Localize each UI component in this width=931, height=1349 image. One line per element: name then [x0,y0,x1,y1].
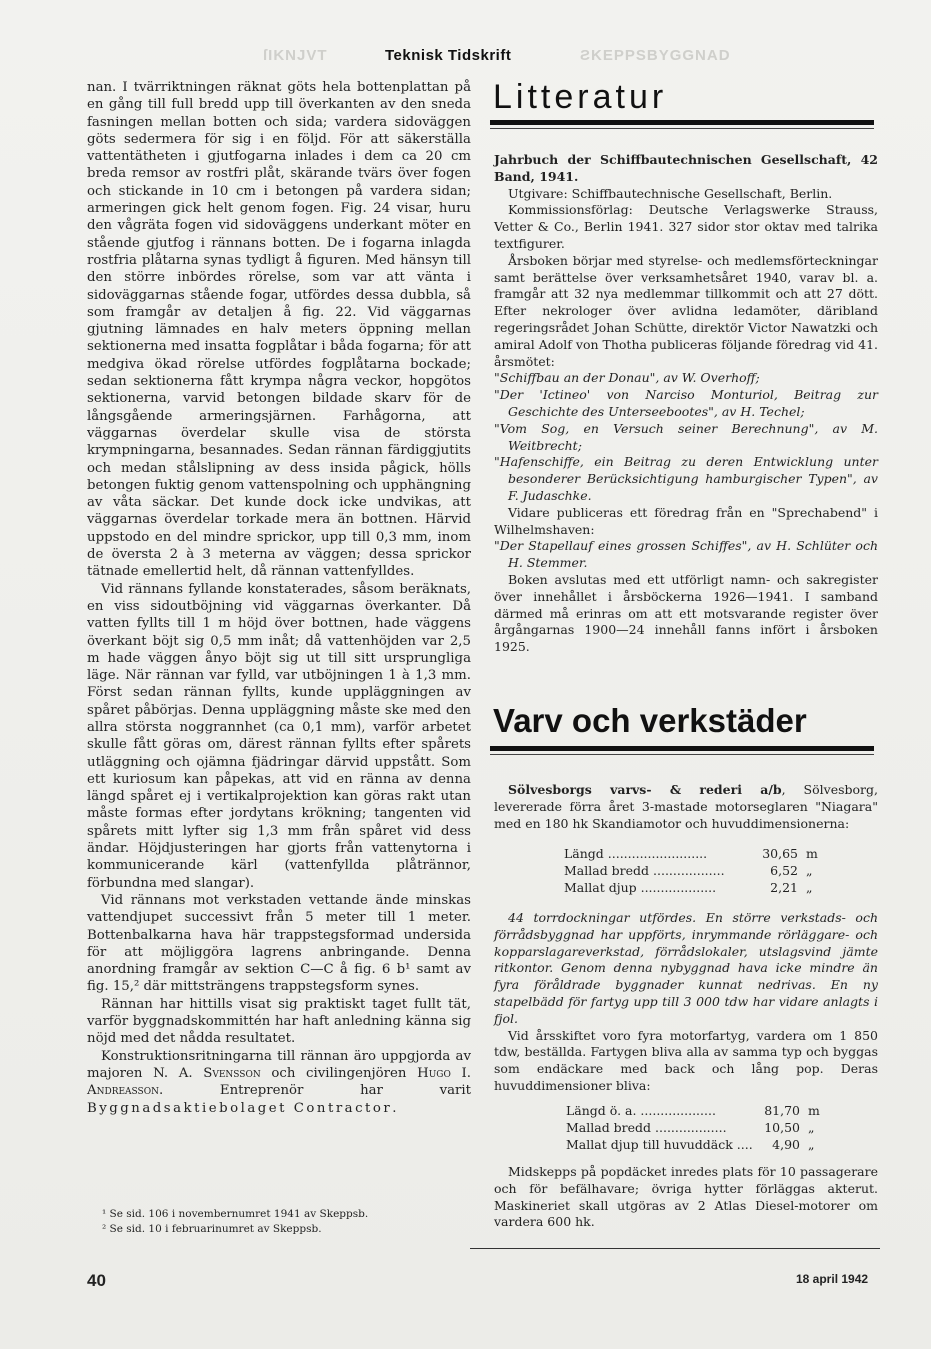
show-through-text: ƧKEPPSBYGGNAD [580,47,731,64]
publisher: Utgivare: Schiffbautechnische Gesellschaft, Berlin. [508,185,833,201]
dimensions-table [566,1103,832,1153]
paragraph: Vid rännans fyllande konstaterades, såsom beräknats, en viss sidoutböjning vid väggarnas överkanter. Då vatten fyllts till 1 m höjd över bottnen, hade väggens överkant böjt sig 0,5 mm inåt; då vattenhöjden var 2,5 m hade väggen ånyo böjt sig ut till sitt ursprungliga läge. När rännan var fylld, var utböjningen 1 à 1,3 mm. Först sedan rännan fyllts, kunde uppläggningen av spåret påbörjas. Denna uppläggning måste ske med den allra största noggrannhet (ca 0,1 mm), varför arbetet skulle fått göras om, därest rännan fyllts efter spårets utläggning och ojämna fjädringar därvid uppstått. Som ett kuriosum kan påpekas, att vid en ränna av denna längd spåret ej i vertikalprojektion kan göras rakt utan måste formas efter jordytans krökning; tangenten vid spårets mitt lyfter sig 1,3 mm från spåret vid dess ändar. Höjdjusteringen har gjorts från vattenytorna i kommunicerande kärl (vattenfyllda plåtrännor, förbundna med slangar). [87,581,471,891]
lecture-item: "Der Stapellauf eines grossen Schiffes", av H. Schlüter och H. Stemmer. [494,538,878,571]
page-number: 40 [87,1271,106,1290]
issue-date: 18 april 1942 [796,1272,869,1286]
section-rule [490,746,874,751]
company-name: Sölvesborgs varvs- & rederi a/b [508,782,782,797]
section-title-litteratur: Litteratur [493,78,668,116]
dimension-row: Mallad bredd .................. 6,52 „ [564,862,813,878]
lecture-item: "Schiffbau an der Donau", av W. Overhoff; [494,370,760,386]
paragraph: Vid årsskiftet voro fyra motorfartyg, vardera om 1 850 tdw, beställda. Fartygen bliva alla av samma typ och byggas som endäckare med back och lång pop. Deras huvuddimensioner bliva: [494,1027,878,1093]
book-review [494,152,878,656]
article-column-left [87,79,471,1117]
varv-entry-end [494,1164,878,1231]
dimension-row: Längd ......................... 30,65 m [564,846,818,861]
person-name: Hugo I. Andreasson [87,1065,471,1099]
dimension-row: Längd ö. a. ................... 81,70 m [566,1103,820,1118]
paragraph-credits: Konstruktionsritningarna till rännan äro uppgjorda av majoren N. A. Svensson och civilingenjören Hugo I. Andreasson. Entreprenör har varit Byggnadsaktiebolaget Contractor. [87,1048,471,1116]
varv-entry-cont [494,910,878,1095]
dimension-row: Mallad bredd .................. 10,50 „ [566,1119,815,1135]
company-name: Byggnadsaktiebolaget Contractor [87,1100,393,1116]
footnotes [102,1207,482,1237]
paragraph: Boken avslutas med ett utförligt namn- och sakregister över innehållet i årsböckerna 1926—1941. I samband därmed må erinras om att ett motsvarande register över årgångarnas 1900—24 innehåll fanns infört i årsboken 1925. [494,571,878,655]
lecture-item: "Der 'Ictineo' von Narciso Monturiol, Beitrag zur Geschichte des Unterseebootes", av H. Techel; [494,387,878,419]
section-title-varv: Varv och verkstäder [493,702,807,739]
dimension-row: Mallat djup till huvuddäck .... 4,90 „ [566,1136,815,1152]
section-rule [490,120,874,125]
journal-header: Teknisk Tidskrift [385,47,512,64]
paragraph: Årsboken börjar med styrelse- och medlemsförteckningar samt berättelse över verksamhetsåret 1940, varav bl. a. framgår att 32 nya medlemmar tillkommit och att 27 dött. Efter nekrologer över avlidna ledamöter, däribland regeringsrådet Johan Schütte, direktör Victor Nawatzki och amiral Adolf von Thotha publiceras följande föredrag vid 41. årsmötet: [494,252,878,369]
person-name: Svensson [203,1065,261,1081]
paragraph: Vid rännans mot verkstaden vettande ände minskas vattendjupet successivt från 5 meter till 1 meter. Bottenbalkarna hava här trappstegsformad undersida för att möjliggöra lagrens anbringande. Denna anordning framgår av sektion C—C å fig. 6 b¹ samt av fig. 15,² där mittsträngens trappstegsform synes. [87,892,471,995]
footnote: ¹ Se sid. 106 i novembernumret 1941 av Skeppsb. [102,1208,369,1220]
show-through-text: ſIKNJVT [263,47,328,64]
paragraph: Vidare publiceras ett föredrag från en "Sprechabend" i Wilhelmshaven: [494,504,878,537]
paragraph: Sölvesborgs varvs- & rederi a/b, Sölvesborg, levererade förra året 3-mastade motorseglaren "Niagara" med en 180 hk Skandiamotor och huvuddimensionerna: [494,782,878,831]
paragraph: Rännan har hittills visat sig praktiskt taget fullt tät, varför byggnadskommittén har haft anledning känna sig nöjd med det nådda resultatet. [87,996,471,1047]
varv-entry [494,782,878,832]
book-title: Jahrbuch der Schiffbautechnischen Gesellschaft, 42 Band, 1941. [494,152,878,184]
dimensions-table [564,846,830,896]
lecture-item: "Vom Sog, en Versuch seiner Berechnung", av M. Weitbrecht; [494,420,878,453]
dimension-row: Mallat djup ................... 2,21 „ [564,879,813,895]
paragraph: nan. I tvärriktningen räknat göts hela bottenplattan på en gång till full bredd upp till överkanten av den sneda fasningen mellan botten och sida; vardera sidoväggen göts sedermera för sig i en följd. För att säkerställa vattentätheten i gjutfogarna inlades i dem ca 20 cm breda remsor av rostfri plåt, skärande tvärs över fogen och stickande in 10 cm i betongen på vardera sidan; armeringen gick helt genom fogen. Fig. 24 visar, huru den vågräta fogen vid sidoväggens underkant möter en stående gjutfog i rännans botten. De i fogarna inlagda rostfria plåtarna synas tydligt å figuren. Med hänsyn till den större inbördes rörelse, som var att vänta i sidoväggarnas stående fogar, utfördes dessa dubbla, så som framgår av detaljen å fig. 22. Vid väggarnas gjutning lämnades en halv meters öppning mellan sektionerna med insatta fogplåtar i båda fogarna; för att medgiva ökad rörelse utfördes fogplåtarna bockade; sedan sektionerna fått krympa några veckor, hopgötos sektionerna, varvid betongen bildade skarv för de långsgående armeringsjärnen. Farhågorna, att väggarnas överdelar skulle visa de största krympningarna, besannades. Sedan rännan färdiggjutits och medan stålslipning av dess insida pågick, hölls betongen fuktig genom vattenspolning och upphängning av våta säckar. Det kunde dock icke undvikas, att väggarnas överdelar torkade mera än bottnen. Härvid uppstodo en del mindre sprickor, upp till 0,3 mm, inom de översta 2 à 3 meterna av väggen; dessa sprickor tätnade emellertid helt, då rännan vattenfylldes. [87,80,471,580]
footer-rule [470,1248,880,1249]
paragraph: 44 torrdockningar utfördes. En större verkstads- och förrådsbyggnad har uppförts, inrymmande rörläggare- och kopparslagareverkstad, förrådslokaler, utslagsvind jämte ritkontor. Genom denna nybyggnad hava icke mindre än fyra föråldrade byggnader kunnat nedrivas. En ny stapelbädd för fartyg upp till 3 000 tdw har vidare anlagts i fjol. [494,910,878,1026]
paragraph: Midskepps på popdäcket inredes plats för 10 passagerare och för befälhavare; övriga hytter förläggas akterut. Maskineriet skall utgöras av 2 Atlas Diesel-motorer om vardera 600 hk. [494,1164,878,1230]
section-rule [490,754,874,755]
section-rule [490,128,874,129]
footnote: ² Se sid. 10 i februarinumret av Skeppsb. [102,1223,322,1235]
commission: Kommissionsförlag: Deutsche Verlagswerke Strauss, Vetter & Co., Berlin 1941. 327 sidor stor oktav med talrika textfigurer. [494,202,878,251]
lecture-item: "Hafenschiffe, ein Beitrag zu deren Entwicklung unter besonderer Berücksichtigung hamburgischer Typen", av F. Judaschke. [494,454,878,503]
